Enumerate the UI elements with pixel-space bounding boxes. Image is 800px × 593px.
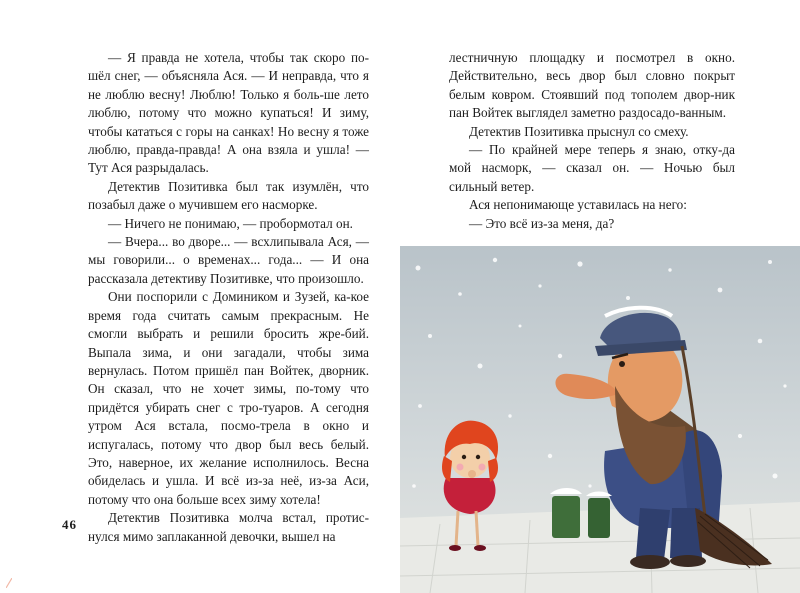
paragraph: Ася непонимающе уставилась на него: xyxy=(469,197,687,213)
paragraph: Детектив Позитивка прыснул со смеху. xyxy=(469,123,689,139)
paragraph: — Я правда не хотела, чтобы так скоро по-шёл снег, — объясняла Ася. — И неправда, что я не люблю весну! Люблю! Только я боль-ше лето люблю, потому что можно купаться! И зиму, чтобы кататься с горы на санках! Но весну я тоже люблю, правда-правда! А она взяла и ушла! — Тут Ася разрыдалась. xyxy=(88,50,369,176)
paragraph: — Это всё из-за меня, да? xyxy=(469,215,615,231)
girl-and-janitor-in-snow-icon xyxy=(400,246,800,593)
corner-mark xyxy=(6,575,12,585)
paragraph: — По крайней мере теперь я знаю, отку-да мой насморк, — сказал он. — Ночью был сильный ветер. xyxy=(449,142,735,194)
paragraph: — Вчера... во дворе... — всхлипывала Ася, — мы говорили... о временах... года... — И она рассказала детективу Позитивке, что произошло. xyxy=(88,234,369,286)
paragraph: — Ничего не понимаю, — пробормотал он. xyxy=(108,215,353,231)
left-page-text xyxy=(88,49,369,546)
paragraph: Детектив Позитивка был так изумлён, что позабыл даже о мучившем его насморке. xyxy=(88,178,369,213)
paragraph: Они поспорили с Домиником и Зузей, ка-кое время года считать самым прекрасным. Не смогли выбрать и решили бросить жре-бий. Выпала зима, и они загадали, чтобы зима вернулась. Потом пришёл пан Войтек, дворник. Он сказал, что не хочет зимы, по-тому что придётся убирать снег с тро-туаров. А сегодня утром Ася встала, посмо-трела в окно и испугалась, потому что двор был весь белый. Это, наверное, их желание исполнилось. Весна обиделась и ушла. И всё из-за неё, из-за Аси, потому что она больше всех зиму хотела! xyxy=(88,289,369,507)
right-page-text xyxy=(449,49,735,233)
paragraph-continuation: лестничную площадку и посмотрел в окно. Действительно, весь двор был словно покрыт белым ковром. Стоявший под тополем двор-ник пан Войтек выглядел заметно раздосадо-ванным. xyxy=(449,50,735,121)
illustration-svg xyxy=(400,246,800,593)
paragraph: Детектив Позитивка молча встал, протис-нулся мимо заплаканной девочки, вышел на xyxy=(88,510,369,544)
page-number: 46 xyxy=(62,517,77,532)
